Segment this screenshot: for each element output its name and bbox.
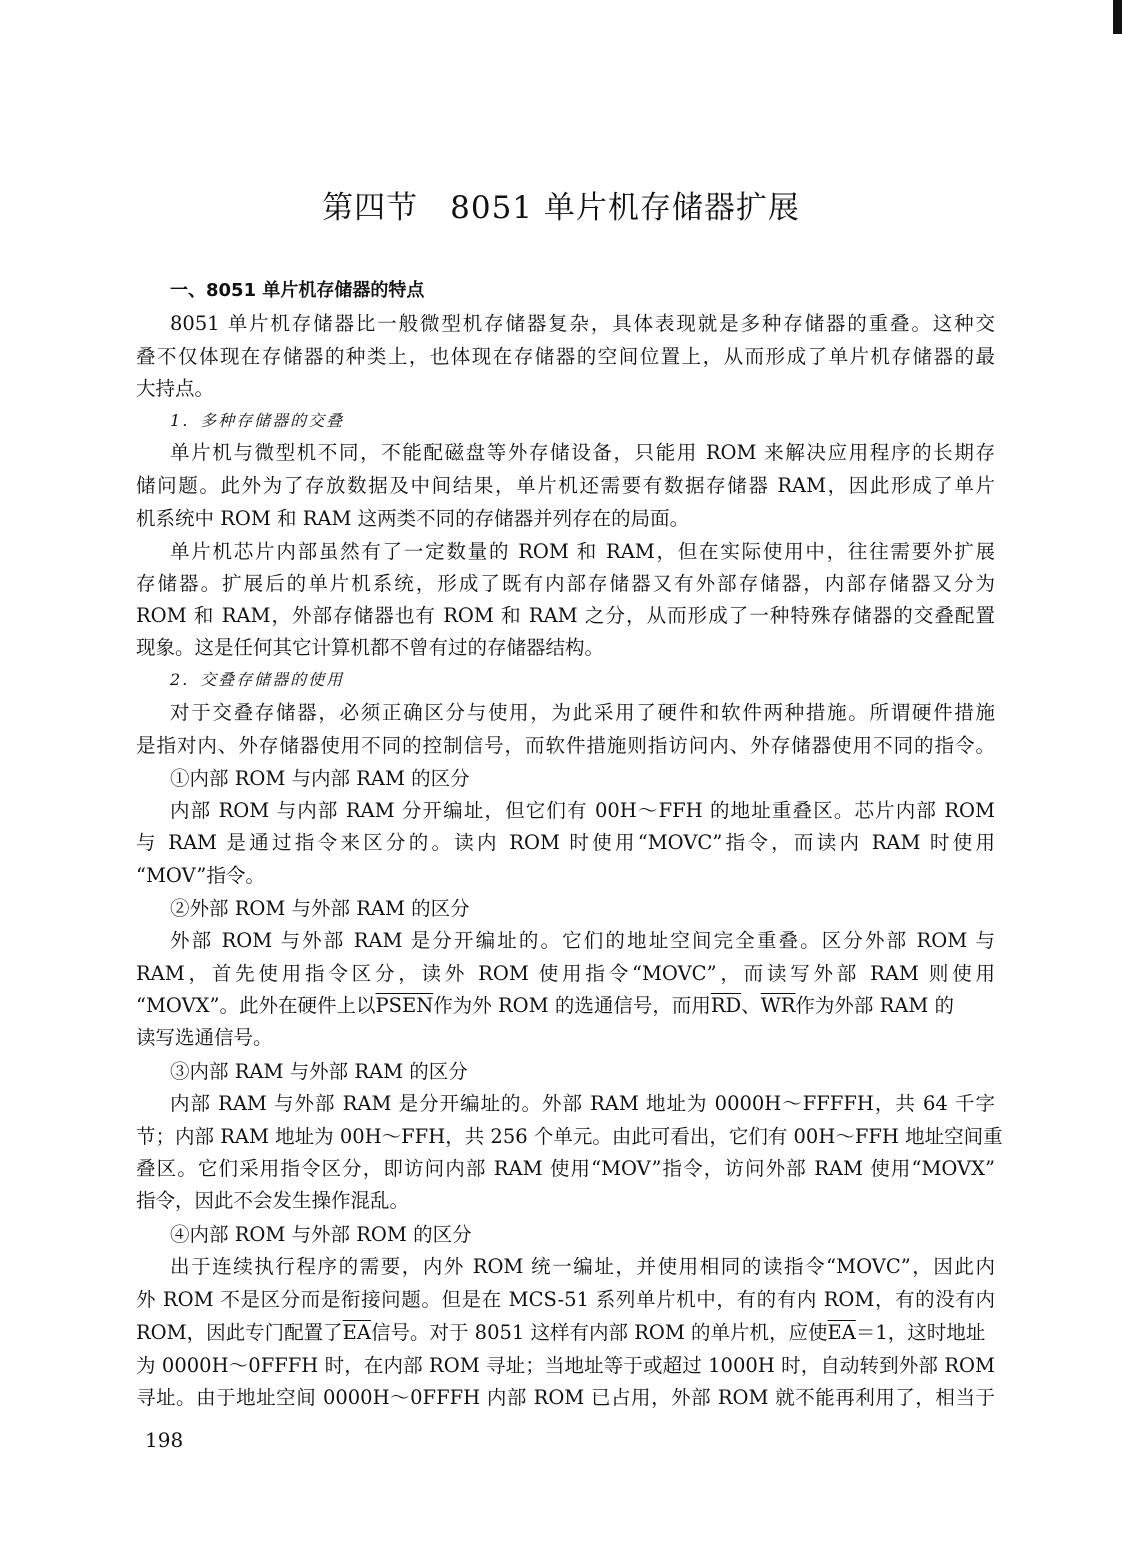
paragraph-line: 单片机与微型机不同，不能配磁盘等外存储设备，只能用 ROM 来解决应用程序的长期存	[170, 441, 995, 464]
paragraph-line: 储问题。此外为了存放数据及中间结果，单片机还需要有数据存储器 RAM，因此形成了单片	[136, 474, 995, 497]
text-run: 、	[741, 994, 761, 1017]
paragraph-line: 单片机芯片内部虽然有了一定数量的 ROM 和 RAM，但在实际使用中，往往需要外扩展	[170, 540, 995, 563]
item-heading: ④内部 ROM 与外部 ROM 的区分	[170, 1223, 472, 1246]
psen-signal: PSEN	[375, 994, 434, 1017]
paragraph-line: 读写选通信号。	[136, 1026, 273, 1049]
paragraph-line: 外部 ROM 与外部 RAM 是分开编址的。它们的地址空间完全重叠。区分外部 ROM 与	[170, 929, 995, 952]
paragraph-line: 大持点。	[136, 377, 215, 400]
page-number: 198	[145, 1428, 184, 1452]
paragraph-line	[136, 994, 954, 1018]
text-run: ROM，因此专门配置了	[136, 1321, 343, 1344]
paragraph-line: 内部 ROM 与内部 RAM 分开编址，但它们有 00H～FFH 的地址重叠区。芯片内部 ROM	[170, 799, 995, 822]
paragraph-line: 节；内部 RAM 地址为 00H～FFH，共 256 个单元。由此可看出，它们有 00H～FFH 地址空间重	[136, 1125, 1003, 1148]
paragraph-line: “MOV”指令。	[136, 864, 265, 887]
paragraph-line: 机系统中 ROM 和 RAM 这两类不同的存储器并列存在的局面。	[136, 507, 690, 530]
paragraph-line: 出于连续执行程序的需要，内外 ROM 统一编址，并使用相同的读指令“MOVC”，因此内	[170, 1255, 995, 1278]
text-run: 信号。对于 8051 这样有内部 ROM 的单片机，应使	[370, 1321, 828, 1344]
text-run: 作为外 ROM 的选通信号，而用	[433, 994, 711, 1017]
subsection-heading: 1．多种存储器的交叠	[170, 411, 345, 430]
section-heading: 一、8051 单片机存储器的特点	[170, 280, 425, 301]
scan-edge-mark	[1113, 0, 1122, 34]
paragraph-line	[136, 1321, 985, 1345]
paragraph-line: 存储器。扩展后的单片机系统，形成了既有内部存储器又有外部存储器，内部存储器又分为	[136, 572, 995, 595]
ea-signal: $\overline{EA}$	[342, 1321, 371, 1344]
wr-signal: $\overline{WR}$	[760, 994, 796, 1017]
item-heading: ②外部 ROM 与外部 RAM 的区分	[170, 897, 470, 920]
paragraph-line: ROM 和 RAM，外部存储器也有 ROM 和 RAM 之分，从而形成了一种特殊存储器的交叠配置	[136, 604, 995, 627]
paragraph-line: 内部 RAM 与外部 RAM 是分开编址的。外部 RAM 地址为 0000H～FFFFH，共 64 千字	[170, 1092, 995, 1115]
paragraph-line: 与 RAM 是通过指令来区分的。读内 ROM 时使用“MOVC”指令，而读内 RAM 时使用	[136, 831, 995, 854]
paragraph-line: 是指对内、外存储器使用不同的控制信号，而软件措施则指访问内、外存储器使用不同的指令。	[136, 734, 995, 757]
item-heading: ③内部 RAM 与外部 RAM 的区分	[170, 1060, 468, 1083]
item-heading: ①内部 ROM 与内部 RAM 的区分	[170, 767, 470, 790]
text-run: “MOVX”。此外在硬件上以	[136, 994, 376, 1017]
paragraph-line: 外 ROM 不是区分而是衔接问题。但是在 MCS-51 系列单片机中，有的有内 ROM，有的没有内	[136, 1288, 995, 1311]
paragraph-line: 叠不仅体现在存储器的种类上，也体现在存储器的空间位置上，从而形成了单片机存储器的最	[136, 345, 995, 368]
paragraph-line: RAM，首先使用指令区分，读外 ROM 使用指令“MOVC”，而读写外部 RAM 则使用	[136, 962, 995, 985]
chapter-title: 第四节 8051 单片机存储器扩展	[322, 190, 800, 226]
paragraph-line: 8051 单片机存储器比一般微型机存储器复杂，具体表现就是多种存储器的重叠。这种交	[170, 312, 995, 335]
paragraph-line: 为 0000H～0FFFH 时，在内部 ROM 寻址；当地址等于或超过 1000H 时，自动转到外部 ROM	[136, 1354, 995, 1377]
rd-signal: $\overline{RD}$	[710, 994, 742, 1017]
text-run: 作为外部 RAM 的	[795, 994, 955, 1017]
paragraph-line: 现象。这是任何其它计算机都不曾有过的存储器结构。	[136, 636, 605, 659]
paragraph-line: 叠区。它们采用指令区分，即访问内部 RAM 使用“MOV”指令，访问外部 RAM 使用“MOVX”	[136, 1157, 995, 1180]
text-run: ＝1，这时地址	[855, 1321, 986, 1344]
paragraph-line: 对于交叠存储器，必须正确区分与使用，为此采用了硬件和软件两种措施。所谓硬件措施	[170, 701, 995, 724]
ea-signal: $\overline{EA}$	[827, 1321, 856, 1344]
paragraph-line: 寻址。由于地址空间 0000H～0FFFH 内部 ROM 已占用，外部 ROM 就不能再利用了，相当于	[136, 1386, 995, 1409]
subsection-heading: 2．交叠存储器的使用	[170, 670, 345, 689]
paragraph-line: 指令，因此不会发生操作混乱。	[136, 1189, 410, 1212]
